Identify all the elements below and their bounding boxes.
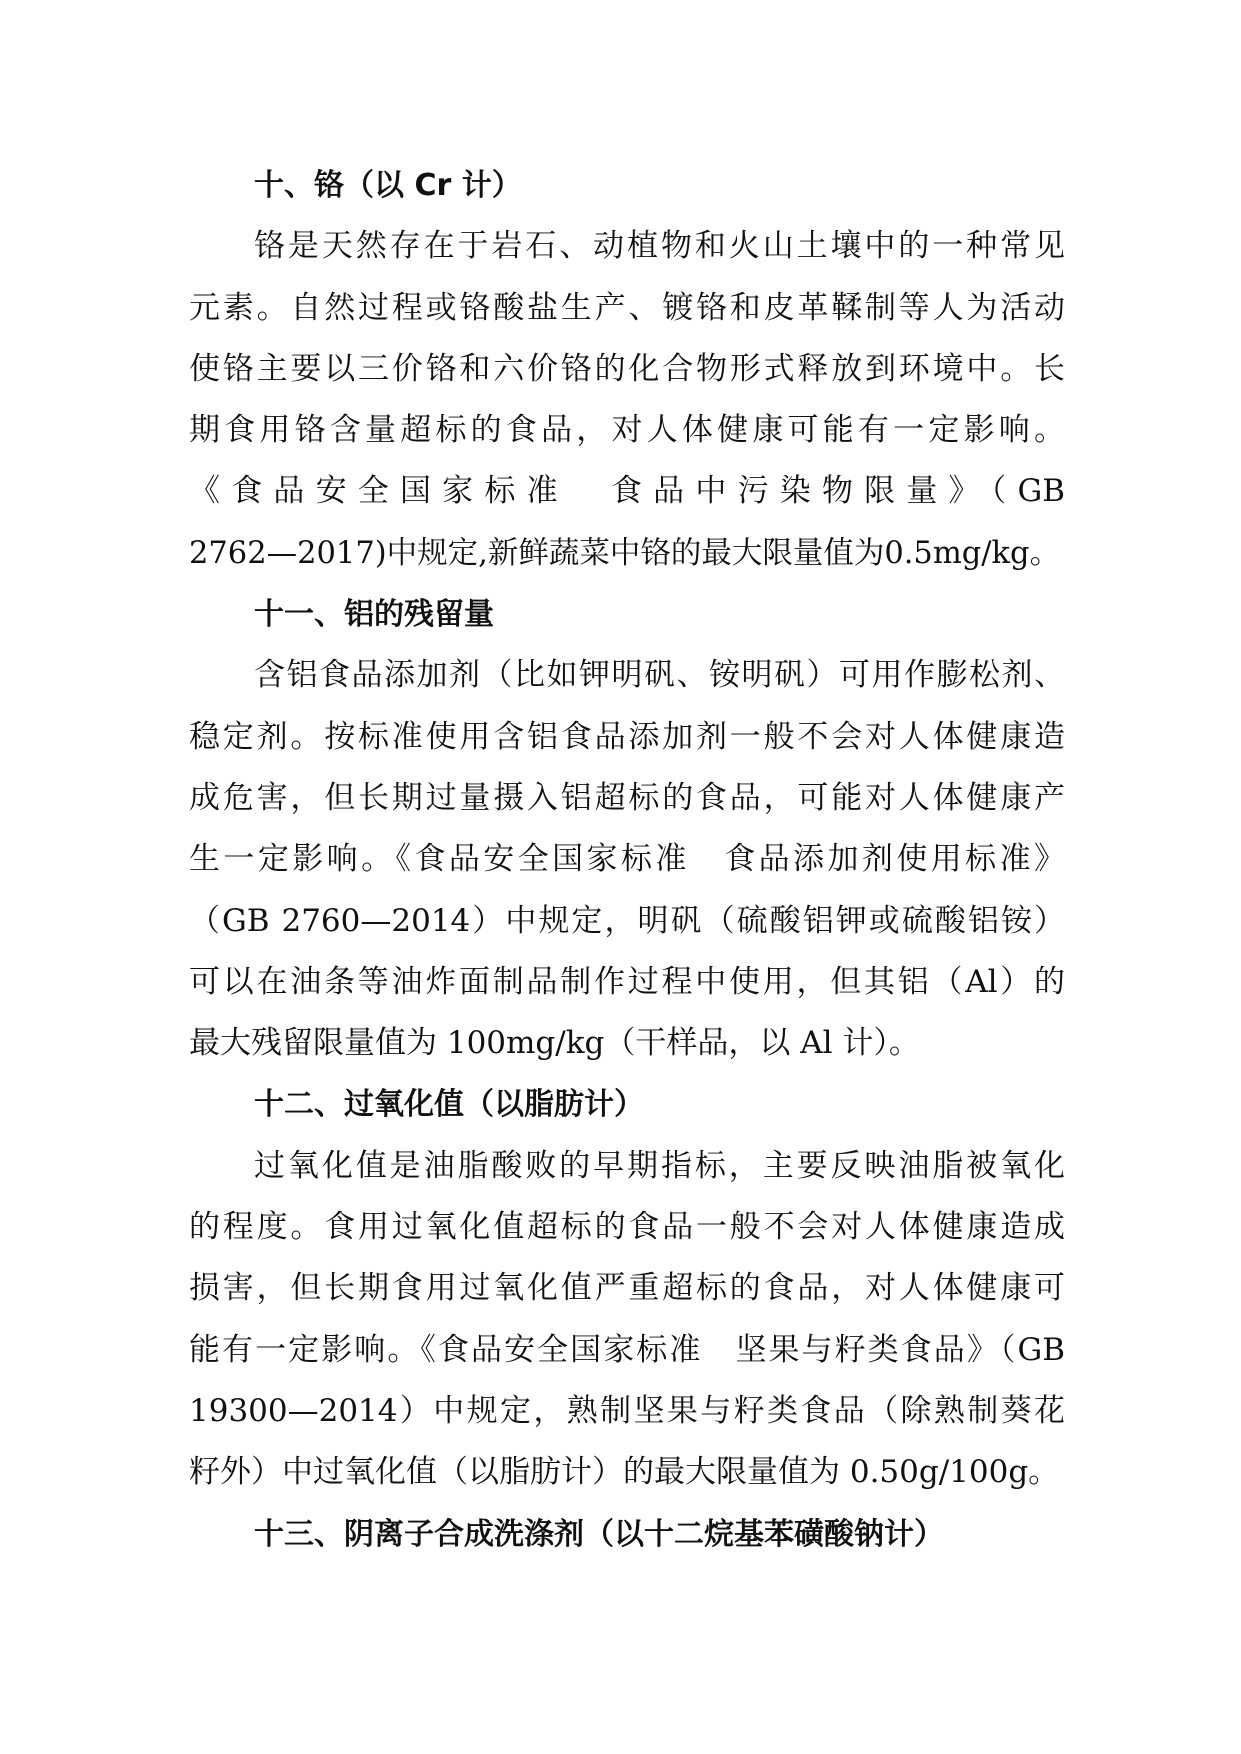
paragraph-line: 稳定剂。按标准使用含铝食品添加剂一般不会对人体健康造 — [189, 718, 1065, 755]
paragraph-line: 成危害，但长期过量摄入铝超标的食品，可能对人体健康产 — [189, 779, 1065, 816]
paragraph-line: 期食用铬含量超标的食品，对人体健康可能有一定影响。 — [189, 412, 1065, 449]
paragraph-line: 铬是天然存在于岩石、动植物和火山土壤中的一种常见 — [254, 228, 1065, 265]
paragraph-line: （GB 2760—2014）中规定，明矾（硫酸铝钾或硫酸铝铵） — [189, 902, 1065, 939]
paragraph-line: 含铝食品添加剂（比如钾明矾、铵明矾）可用作膨松剂、 — [254, 657, 1065, 694]
paragraph-line: 的程度。食用过氧化值超标的食品一般不会对人体健康造成 — [189, 1209, 1065, 1246]
paragraph-line: 元素。自然过程或铬酸盐生产、镀铬和皮革鞣制等人为活动 — [189, 289, 1065, 326]
paragraph-line: 能有一定影响。《食品安全国家标准 坚果与籽类食品》（GB — [189, 1331, 1065, 1368]
paragraph-line: 19300—2014）中规定，熟制坚果与籽类食品（除熟制葵花 — [189, 1392, 1065, 1429]
paragraph-line: 损害，但长期食用过氧化值严重超标的食品，对人体健康可 — [189, 1270, 1065, 1307]
section-heading-peroxide-value: 十二、过氧化值（以脂肪计） — [254, 1087, 644, 1123]
paragraph-line: 可以在油条等油炸面制品制作过程中使用，但其铝（Al）的 — [189, 963, 1065, 1000]
paragraph-line: 过氧化值是油脂酸败的早期指标，主要反映油脂被氧化 — [254, 1147, 1065, 1184]
paragraph-line: 使铬主要以三价铬和六价铬的化合物形式释放到环境中。长 — [189, 350, 1065, 387]
paragraph-line: 《食品安全国家标准 食品中污染物限量》（GB — [189, 473, 1065, 510]
paragraph-line: 最大残留限量值为 100mg/kg（干样品，以 Al 计）。 — [189, 1025, 920, 1062]
section-heading-aluminium-residue: 十一、铝的残留量 — [254, 597, 494, 633]
paragraph-line: 籽外）中过氧化值（以脂肪计）的最大限量值为 0.50g/100g。 — [189, 1454, 1060, 1491]
section-heading-chromium: 十、铬（以 Cr 计） — [254, 168, 522, 203]
paragraph-line: 2762—2017)中规定,新鲜蔬菜中铬的最大限量值为0.5mg/kg。 — [189, 535, 1061, 571]
section-heading-anionic-detergent: 十三、阴离子合成洗涤剂（以十二烷基苯磺酸钠计） — [254, 1516, 944, 1552]
document-page — [189, 155, 1065, 1565]
paragraph-line: 生一定影响。《食品安全国家标准 食品添加剂使用标准》 — [189, 841, 1065, 878]
